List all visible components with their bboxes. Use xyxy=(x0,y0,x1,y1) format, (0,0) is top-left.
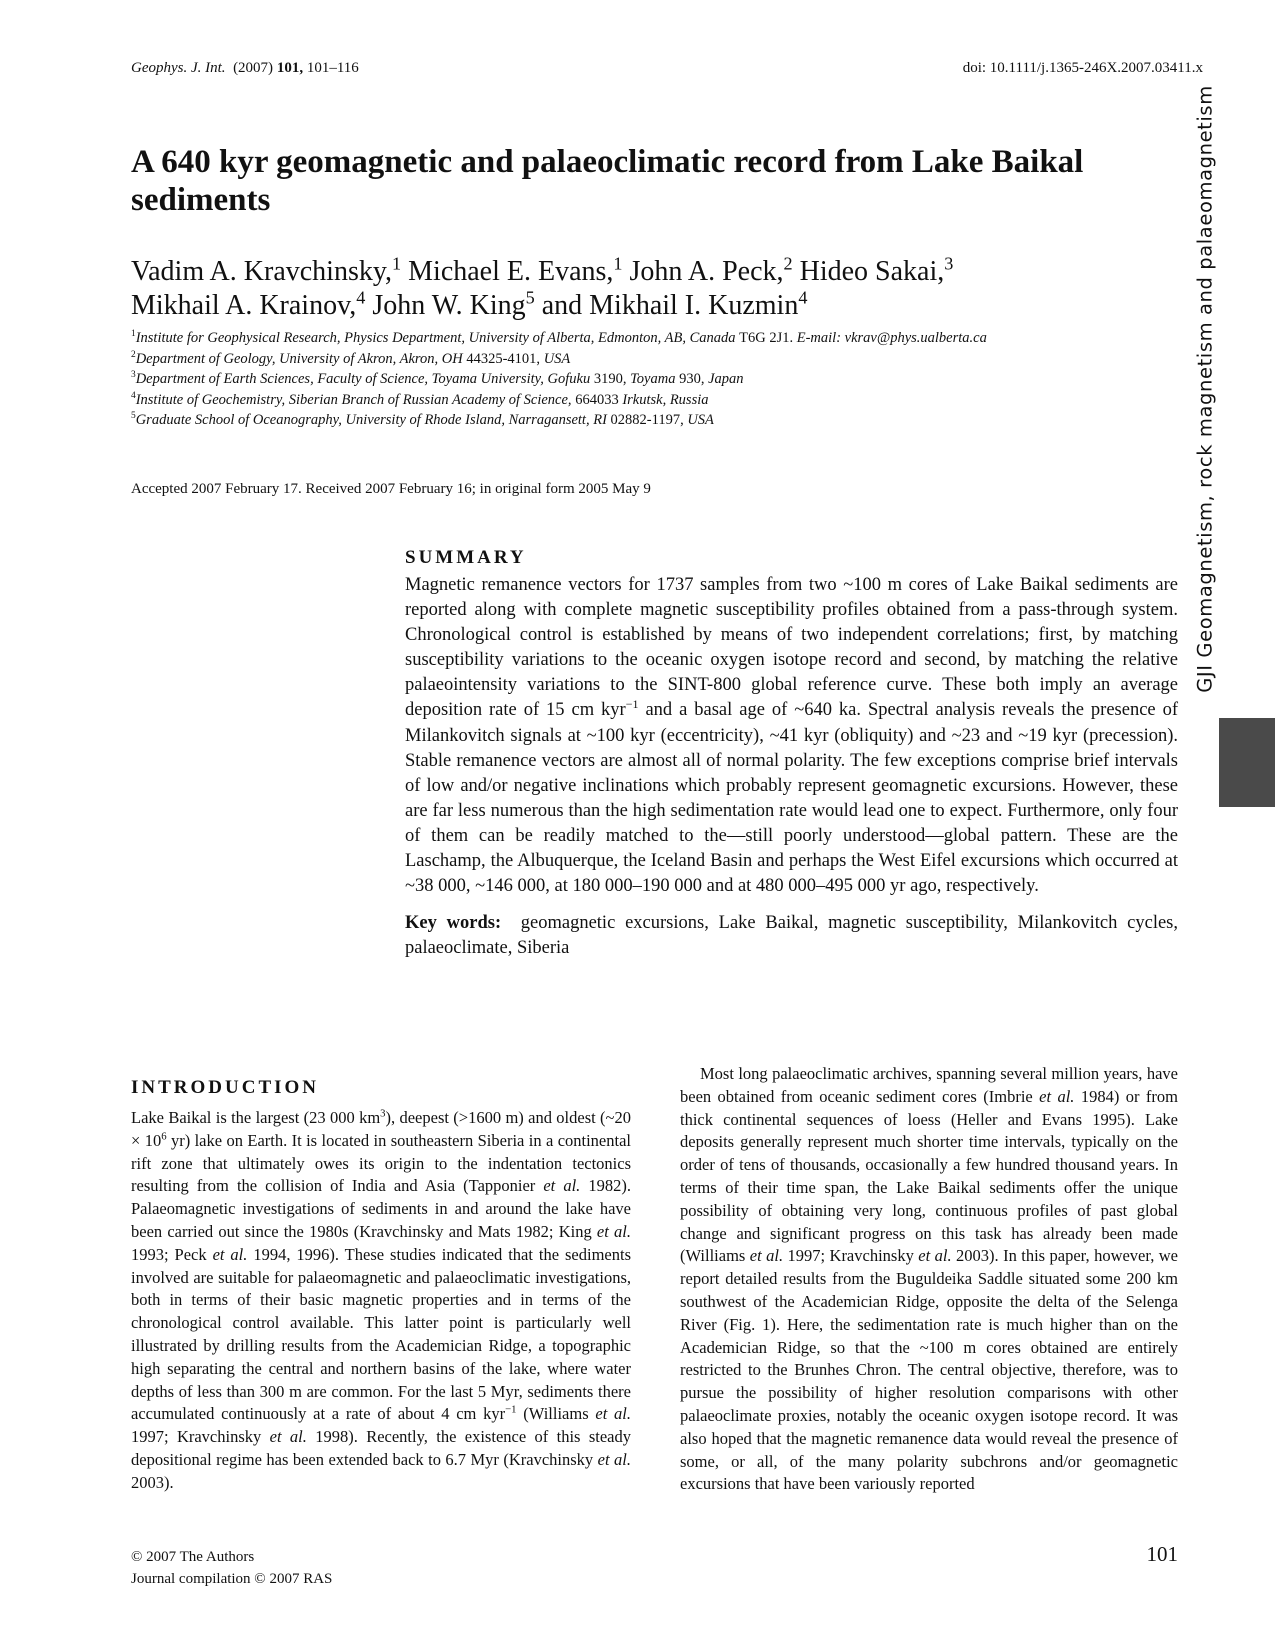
journal-name: Geophys. J. Int. xyxy=(131,60,226,76)
author: Vadim A. Kravchinsky,$^1$ xyxy=(131,253,402,287)
affiliation: $^5$Graduate School of Oceanography, University of Rhode Island, Narragansett, RI 02882-1197, USA xyxy=(131,411,714,428)
author: Mikhail A. Krainov,$^4$ xyxy=(131,287,366,321)
author: and Mikhail I. Kuzmin$^4$ xyxy=(541,287,808,321)
introduction-text: Lake Baikal is the largest (23 000 $km^3$), deepest (>1600 m) and oldest (~20 × $10^6$ yr) lake on Earth. It is located in southeastern Siberia in a continental rift zone that ultimately owes its origin to the indentation tectonics resulting from the collision of India and Asia (Tapponier et al. 1982). Palaeomagnetic investigations of sediments in and around the lake have been carried out since the 1980s (Kravchinsky and Mats 1982; King et al. 1993; Peck et al. 1994, 1996). These studies indicated that the sediments involved are suitable for palaeomagnetic and palaeoclimatic investigations, both in terms of their basic magnetic properties and in terms of the chronological control available. This latter point is particularly well illustrated by drilling results from the Academician Ridge, a topographic high separating the central and northern basins of the lake, where water depths of less than 300 m are common. For the last 5 Myr, sediments there accumulated continuously at a rate of about 4 cm kyr$^{-1}$ (Williams et al. 1997; Kravchinsky et al. 1998). Recently, the existence of this steady depositional regime has been extended back to 6.7 Myr (Kravchinsky et al. 2003). xyxy=(131,1107,632,1492)
author: John A. Peck,$^2$ xyxy=(629,253,793,287)
paper-title: A 640 kyr geomagnetic and palaeoclimatic record from Lake Baikal sediments xyxy=(131,144,1084,218)
body-text-column-2: Most long palaeoclimatic archives, spanning several million years, have been obtained from oceanic sediment cores (Imbrie et al. 1984) or from thick continental sequences of loess (Heller and Evans 1995). Lake deposits generally represent much shorter time intervals, typically on the order of tens of thousands, occasionally a few hundred thousand years. In terms of their time span, the Lake Baikal sediments offer the unique possibility of obtaining very long, continuous profiles of past global change and significant progress on this task has already been made (Williams et al. 1997; Kravchinsky et al. 2003). In this paper, however, we report detailed results from the Buguldeika Saddle situated some 200 km southwest of the Academician Ridge, opposite the delta of the Selenga River (Fig. 1). Here, the sedimentation rate is much higher than on the Academician Ridge, so that the ~100 m cores obtained are entirely restricted to the Brunhes Chron. The central objective, therefore, was to pursue the possibility of higher resolution comparisons with other palaeoclimate proxies, notably the oceanic oxygen isotope record. It was also hoped that the magnetic remanence data would reveal the presence of some, or all, of the many polarity subchrons and/or geomagnetic excursions that have been variously reported xyxy=(680,1064,1179,1494)
running-header-citation xyxy=(131,60,359,77)
journal-pages: 101–116 xyxy=(306,60,359,76)
author-list xyxy=(131,255,1181,323)
keywords xyxy=(405,911,1178,961)
introduction-heading: INTRODUCTION xyxy=(131,1077,320,1098)
introduction-section xyxy=(131,1077,631,1495)
summary-text: Magnetic remanence vectors for 1737 samples from two ~100 m cores of Lake Baikal sediments are reported along with complete magnetic susceptibility profiles obtained from a pass-through system. Chronological control is established by means of two independent correlations; first, by matching susceptibility variations to the oceanic oxygen isotope record and second, by matching the relative palaeointensity variations to the SINT-800 global reference curve. These both imply an average deposition rate of 15 cm kyr$^{-1}$ and a basal age of ~640 ka. Spectral analysis reveals the presence of Milankovitch signals at ~100 kyr (eccentricity), ~41 kyr (obliquity) and ~23 and ~19 kyr (precession). Stable remanence vectors are almost all of normal polarity. The few exceptions comprise brief intervals of low and/or negative inclinations which probably represent geomagnetic excursions. However, these are far less numerous than the high sedimentation rate would lead one to expect. Furthermore, only four of them can be readily matched to the—still poorly understood—global pattern. These are the Laschamp, the Albuquerque, the Iceland Basin and perhaps the West Eifel excursions which occurred at ~38 000, ~146 000, at 180 000–190 000 and at 480 000–495 000 yr ago, respectively. xyxy=(405,575,1178,897)
copyright-line: © 2007 The Authors xyxy=(131,1549,255,1565)
affiliation: $^1$Institute for Geophysical Research, Physics Department, University of Alberta, Edmonton, AB, Canada T6G 2J1. E-mail: vkrav@phys.ualberta.ca xyxy=(131,329,987,346)
keywords-text: geomagnetic excursions, Lake Baikal, magnetic susceptibility, Milankovitch cycles, palaeoclimate, Siberia xyxy=(405,913,1178,959)
affiliation: $^2$Department of Geology, University of Akron, Akron, OH 44325-4101, USA xyxy=(131,349,571,367)
summary-heading: SUMMARY xyxy=(405,547,527,568)
publication-history: Accepted 2007 February 17. Received 2007 February 16; in original form 2005 May 9 xyxy=(131,481,651,497)
keywords-label: Key words: xyxy=(405,913,502,934)
author: Michael E. Evans,$^1$ xyxy=(408,253,623,287)
affiliation: $^4$Institute of Geochemistry, Siberian Branch of Russian Academy of Science, 664033 Irkutsk, Russia xyxy=(131,390,709,408)
doi: doi: 10.1111/j.1365-246X.2007.03411.x xyxy=(962,60,1203,76)
author: John W. King$^5$ xyxy=(372,287,535,321)
copyright-footer xyxy=(131,1546,332,1590)
author: Hideo Sakai,$^3$ xyxy=(799,253,954,287)
section-tab-marker xyxy=(1219,718,1275,807)
page-number: 101 xyxy=(1146,1542,1178,1566)
compilation-line: Journal compilation © 2007 RAS xyxy=(131,1571,333,1587)
affiliation: $^3$Department of Earth Sciences, Faculty of Science, Toyama University, Gofuku 3190, Toyama 930, Japan xyxy=(131,370,744,387)
affiliation-list xyxy=(131,328,1211,431)
section-side-label: GJI Geomagnetism, rock magnetism and palaeomagnetism xyxy=(1193,85,1217,693)
journal-volume: 101, xyxy=(276,60,304,76)
journal-year: (2007) xyxy=(233,60,274,76)
summary-section xyxy=(405,547,1178,961)
email-link[interactable]: vkrav@phys.ualberta.ca xyxy=(844,330,987,346)
